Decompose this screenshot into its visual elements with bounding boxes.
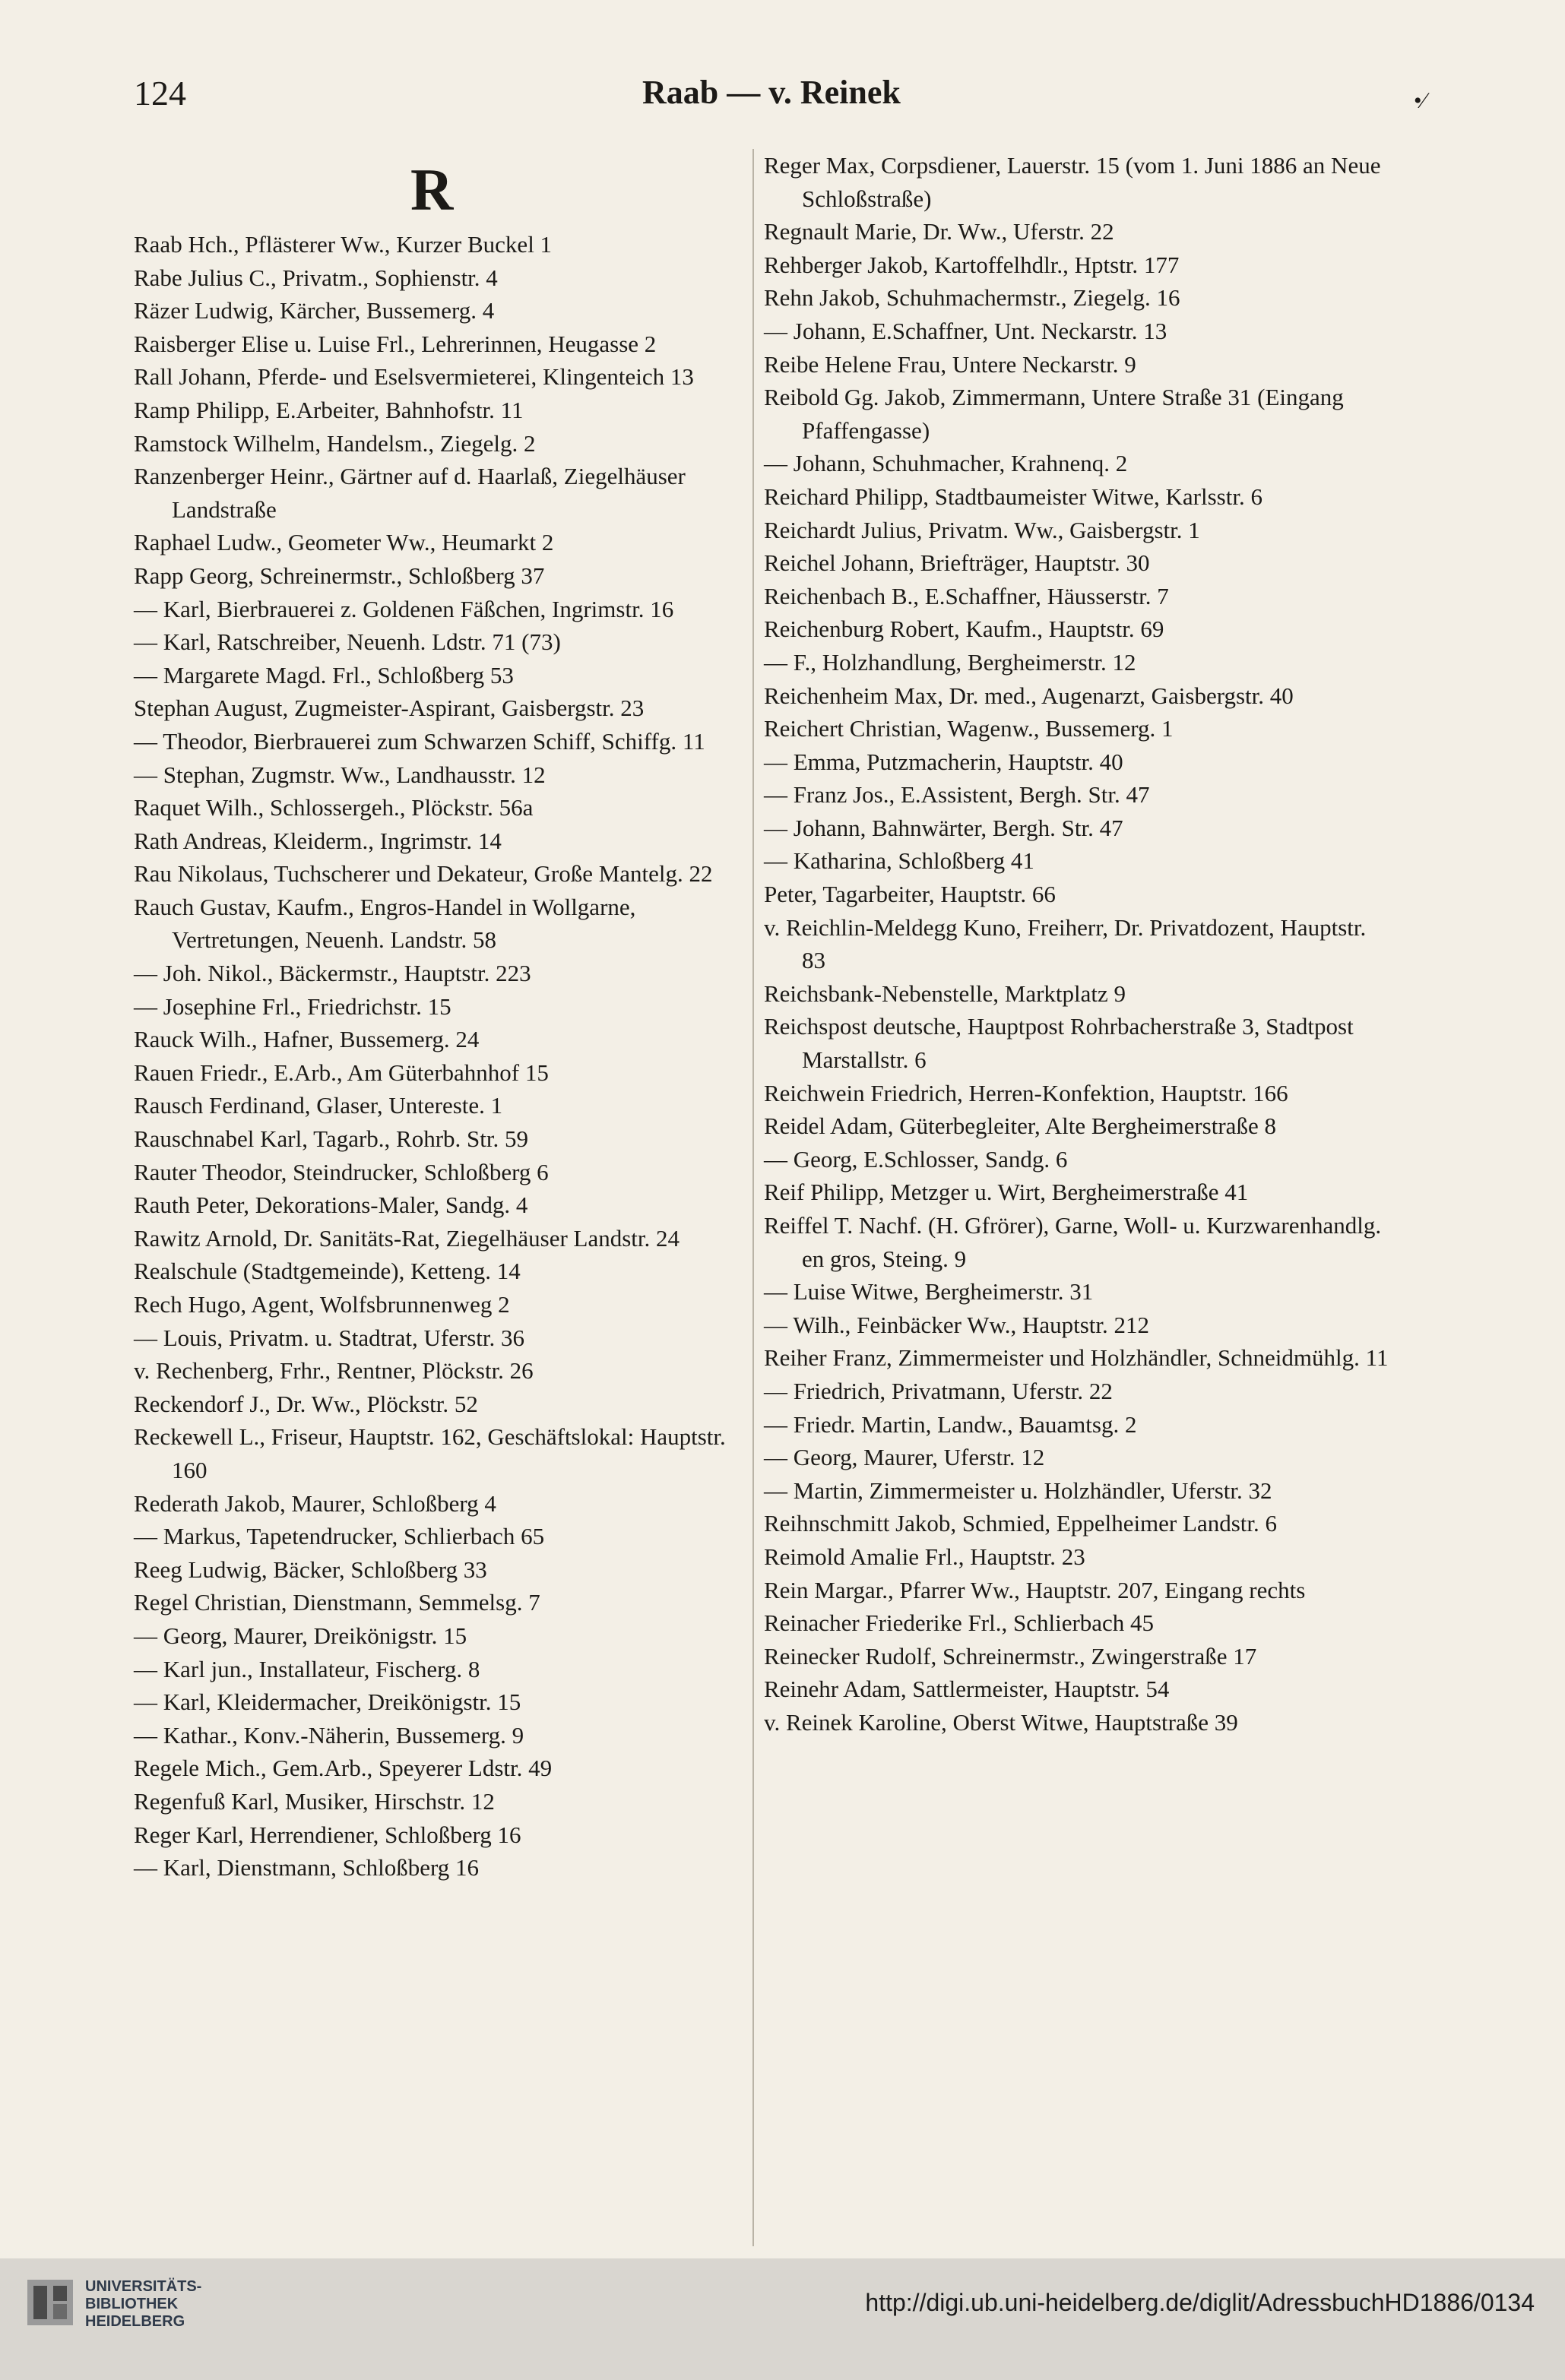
right-column — [764, 149, 1391, 1739]
directory-entry: — Karl, Kleidermacher, Dreikönigstr. 15 — [134, 1688, 521, 1716]
directory-entry: — Martin, Zimmermeister u. Holzhändler, Uferstr. 32 — [764, 1476, 1272, 1504]
directory-entry: Reger Max, Corpsdiener, Lauerstr. 15 (vom 1. Juni 1886 an Neue Schloßstraße) — [764, 152, 1381, 212]
directory-entry: Reinacher Friederike Frl., Schlierbach 45 — [764, 1609, 1155, 1637]
library-name — [85, 2278, 201, 2331]
directory-entry: — Friedr. Martin, Landw., Bauamtsg. 2 — [764, 1410, 1137, 1438]
directory-entry: Reichspost deutsche, Hauptpost Rohrbacherstraße 3, Stadtpost Marstallstr. 6 — [764, 1013, 1354, 1074]
directory-entry: Raisberger Elise u. Luise Frl., Lehrerinnen, Heugasse 2 — [134, 330, 657, 357]
directory-entry: v. Reichlin-Meldegg Kuno, Freiherr, Dr. Privatdozent, Hauptstr. 83 — [764, 913, 1367, 974]
directory-entry: Reimold Amalie Frl., Hauptstr. 23 — [764, 1543, 1085, 1570]
directory-entry: Raab Hch., Pflästerer Ww., Kurzer Buckel 1 — [134, 231, 553, 258]
directory-entry: Reihnschmitt Jakob, Schmied, Eppelheimer Landstr. 6 — [764, 1510, 1277, 1537]
directory-entry: — Luise Witwe, Bergheimerstr. 31 — [764, 1278, 1094, 1306]
library-logo-icon — [27, 2280, 73, 2325]
directory-entry: — Margarete Magd. Frl., Schloßberg 53 — [134, 661, 514, 688]
footer-bar — [0, 2258, 1565, 2380]
directory-entry: Regel Christian, Dienstmann, Semmelsg. 7 — [134, 1589, 540, 1616]
column-divider — [752, 149, 754, 2246]
directory-entry: Stephan August, Zugmeister-Aspirant, Gaisbergstr. 23 — [134, 695, 645, 722]
directory-entry: — Georg, Maurer, Dreikönigstr. 15 — [134, 1622, 467, 1649]
directory-entry: Rauen Friedr., E.Arb., Am Güterbahnhof 15 — [134, 1059, 549, 1086]
directory-entry: — Karl, Dienstmann, Schloßberg 16 — [134, 1854, 480, 1882]
directory-entry: — Johann, Bahnwärter, Bergh. Str. 47 — [764, 814, 1123, 841]
directory-entry: — Karl, Ratschreiber, Neuenh. Ldstr. 71 (73) — [134, 628, 561, 656]
directory-entry: Rall Johann, Pferde- und Eselsvermieterei, Klingenteich 13 — [134, 363, 694, 391]
directory-entry: Reichert Christian, Wagenw., Bussemerg. 1 — [764, 715, 1174, 742]
directory-entry: v. Reinek Karoline, Oberst Witwe, Hauptstraße 39 — [764, 1708, 1238, 1736]
library-line-3: HEIDELBERG — [85, 2313, 185, 2330]
library-line-2: BIBLIOTHEK — [85, 2296, 179, 2312]
directory-entry: — Stephan, Zugmstr. Ww., Landhausstr. 12 — [134, 761, 546, 788]
directory-entry: Rehberger Jakob, Kartoffelhdlr., Hptstr. 177 — [764, 251, 1180, 278]
directory-entry: Reibe Helene Frau, Untere Neckarstr. 9 — [764, 350, 1136, 378]
directory-entry: Reichel Johann, Briefträger, Hauptstr. 30 — [764, 549, 1150, 577]
directory-entry: — Emma, Putzmacherin, Hauptstr. 40 — [764, 748, 1123, 775]
directory-entry: Ranzenberger Heinr., Gärtner auf d. Haarlaß, Ziegelhäuser Landstraße — [134, 463, 686, 523]
directory-entry: Regele Mich., Gem.Arb., Speyerer Ldstr. 49 — [134, 1755, 553, 1782]
directory-entry: — Karl, Bierbrauerei z. Goldenen Fäßchen, Ingrimstr. 16 — [134, 595, 674, 622]
directory-entry: Reichenbach B., E.Schaffner, Häusserstr. 7 — [764, 582, 1169, 609]
directory-entry: Rawitz Arnold, Dr. Sanitäts-Rat, Ziegelhäuser Landstr. 24 — [134, 1224, 680, 1252]
left-column — [134, 228, 742, 1885]
directory-entry: Rau Nikolaus, Tuchscherer und Dekateur, Große Mantelg. 22 — [134, 860, 713, 888]
directory-entry: Reckendorf J., Dr. Ww., Plöckstr. 52 — [134, 1390, 478, 1417]
directory-entry: Reinehr Adam, Sattlermeister, Hauptstr. 54 — [764, 1676, 1170, 1703]
directory-entry: Rehn Jakob, Schuhmachermstr., Ziegelg. 16 — [764, 284, 1180, 312]
running-head: Raab — v. Reinek — [642, 74, 901, 111]
directory-entry: Reichwein Friedrich, Herren-Konfektion, Hauptstr. 166 — [764, 1079, 1288, 1106]
directory-entry: Räzer Ludwig, Kärcher, Bussemerg. 4 — [134, 297, 495, 324]
directory-entry: Peter, Tagarbeiter, Hauptstr. 66 — [764, 881, 1056, 908]
directory-entry: Reeg Ludwig, Bäcker, Schloßberg 33 — [134, 1556, 487, 1583]
directory-entry: Regenfuß Karl, Musiker, Hirschstr. 12 — [134, 1787, 495, 1815]
directory-entry: Reichenburg Robert, Kaufm., Hauptstr. 69 — [764, 616, 1164, 643]
corner-mark: •∕ — [1414, 88, 1426, 113]
directory-entry: Rapp Georg, Schreinermstr., Schloßberg 37 — [134, 562, 545, 589]
directory-entry: — Franz Jos., E.Assistent, Bergh. Str. 47 — [764, 781, 1150, 809]
directory-entry: — Georg, E.Schlosser, Sandg. 6 — [764, 1145, 1068, 1173]
directory-entry: Rath Andreas, Kleiderm., Ingrimstr. 14 — [134, 827, 502, 854]
directory-entry: — Johann, Schuhmacher, Krahnenq. 2 — [764, 450, 1128, 477]
directory-entry: — Markus, Tapetendrucker, Schlierbach 65 — [134, 1523, 545, 1550]
directory-entry: Reichard Philipp, Stadtbaumeister Witwe, Karlsstr. 6 — [764, 483, 1262, 510]
directory-entry: — F., Holzhandlung, Bergheimerstr. 12 — [764, 648, 1136, 676]
directory-entry: — Josephine Frl., Friedrichstr. 15 — [134, 992, 451, 1020]
directory-entry: Reichsbank-Nebenstelle, Marktplatz 9 — [764, 980, 1126, 1007]
library-line-1: UNIVERSITÄTS- — [85, 2278, 202, 2295]
directory-entry: Reiffel T. Nachf. (H. Gfrörer), Garne, Woll- u. Kurzwarenhandlg. en gros, Steing. 9 — [764, 1212, 1382, 1272]
directory-entry: Reidel Adam, Güterbegleiter, Alte Bergheimerstraße 8 — [764, 1112, 1276, 1140]
directory-entry: Reif Philipp, Metzger u. Wirt, Bergheimerstraße 41 — [764, 1179, 1249, 1206]
directory-entry: — Johann, E.Schaffner, Unt. Neckarstr. 13 — [764, 317, 1167, 344]
directory-entry: Rausch Ferdinand, Glaser, Untereste. 1 — [134, 1092, 503, 1119]
directory-entry: Ramstock Wilhelm, Handelsm., Ziegelg. 2 — [134, 429, 536, 457]
directory-entry: Reiher Franz, Zimmermeister und Holzhändler, Schneidmühlg. 11 — [764, 1344, 1389, 1372]
directory-entry: Raquet Wilh., Schlossergeh., Plöckstr. 56a — [134, 794, 534, 821]
directory-entry: Reger Karl, Herrendiener, Schloßberg 16 — [134, 1821, 521, 1848]
section-letter: R — [410, 157, 454, 223]
directory-entry: — Theodor, Bierbrauerei zum Schwarzen Schiff, Schiffg. 11 — [134, 727, 705, 755]
directory-entry: — Louis, Privatm. u. Stadtrat, Uferstr. 36 — [134, 1324, 525, 1351]
directory-entry: Rederath Jakob, Maurer, Schloßberg 4 — [134, 1489, 496, 1517]
directory-entry: Rein Margar., Pfarrer Ww., Hauptstr. 207, Eingang rechts — [764, 1576, 1306, 1603]
source-url-link[interactable]: http://digi.ub.uni-heidelberg.de/diglit/AdressbuchHD1886/0134 — [865, 2289, 1535, 2316]
directory-entry: Reichardt Julius, Privatm. Ww., Gaisbergstr. 1 — [764, 516, 1200, 543]
directory-entry: Ramp Philipp, E.Arbeiter, Bahnhofstr. 11 — [134, 396, 524, 423]
directory-entry: Reibold Gg. Jakob, Zimmermann, Untere Straße 31 (Eingang Pfaffengasse) — [764, 384, 1344, 444]
directory-entry: Rauck Wilh., Hafner, Bussemerg. 24 — [134, 1026, 480, 1053]
directory-entry: Rauschnabel Karl, Tagarb., Rohrb. Str. 59 — [134, 1125, 528, 1153]
directory-entry: — Kathar., Konv.-Näherin, Bussemerg. 9 — [134, 1721, 524, 1749]
directory-entry: Reichenheim Max, Dr. med., Augenarzt, Gaisbergstr. 40 — [764, 682, 1294, 709]
directory-entry: Raphael Ludw., Geometer Ww., Heumarkt 2 — [134, 529, 554, 556]
directory-entry: Rech Hugo, Agent, Wolfsbrunnenweg 2 — [134, 1291, 510, 1318]
directory-entry: — Wilh., Feinbäcker Ww., Hauptstr. 212 — [764, 1311, 1150, 1338]
directory-entry: Realschule (Stadtgemeinde), Ketteng. 14 — [134, 1258, 521, 1285]
directory-entry: v. Rechenberg, Frhr., Rentner, Plöckstr. 26 — [134, 1357, 534, 1385]
directory-entry: — Karl jun., Installateur, Fischerg. 8 — [134, 1655, 480, 1682]
directory-entry: Regnault Marie, Dr. Ww., Uferstr. 22 — [764, 218, 1114, 245]
directory-entry: Rauch Gustav, Kaufm., Engros-Handel in Wollgarne, Vertretungen, Neuenh. Landstr. 58 — [134, 893, 636, 954]
directory-entry: Rabe Julius C., Privatm., Sophienstr. 4 — [134, 264, 498, 291]
directory-entry: Rauth Peter, Dekorations-Maler, Sandg. 4 — [134, 1192, 528, 1219]
directory-entry: — Georg, Maurer, Uferstr. 12 — [764, 1444, 1045, 1471]
directory-entry: — Katharina, Schloßberg 41 — [764, 847, 1034, 875]
directory-entry: Reinecker Rudolf, Schreinermstr., Zwingerstraße 17 — [764, 1642, 1257, 1669]
directory-entry: Reckewell L., Friseur, Hauptstr. 162, Geschäftslokal: Hauptstr. 160 — [134, 1423, 726, 1483]
directory-entry: — Joh. Nikol., Bäckermstr., Hauptstr. 223 — [134, 960, 531, 987]
page-number: 124 — [134, 74, 186, 112]
directory-entry: — Friedrich, Privatmann, Uferstr. 22 — [764, 1377, 1113, 1404]
directory-entry: Rauter Theodor, Steindrucker, Schloßberg 6 — [134, 1158, 549, 1185]
